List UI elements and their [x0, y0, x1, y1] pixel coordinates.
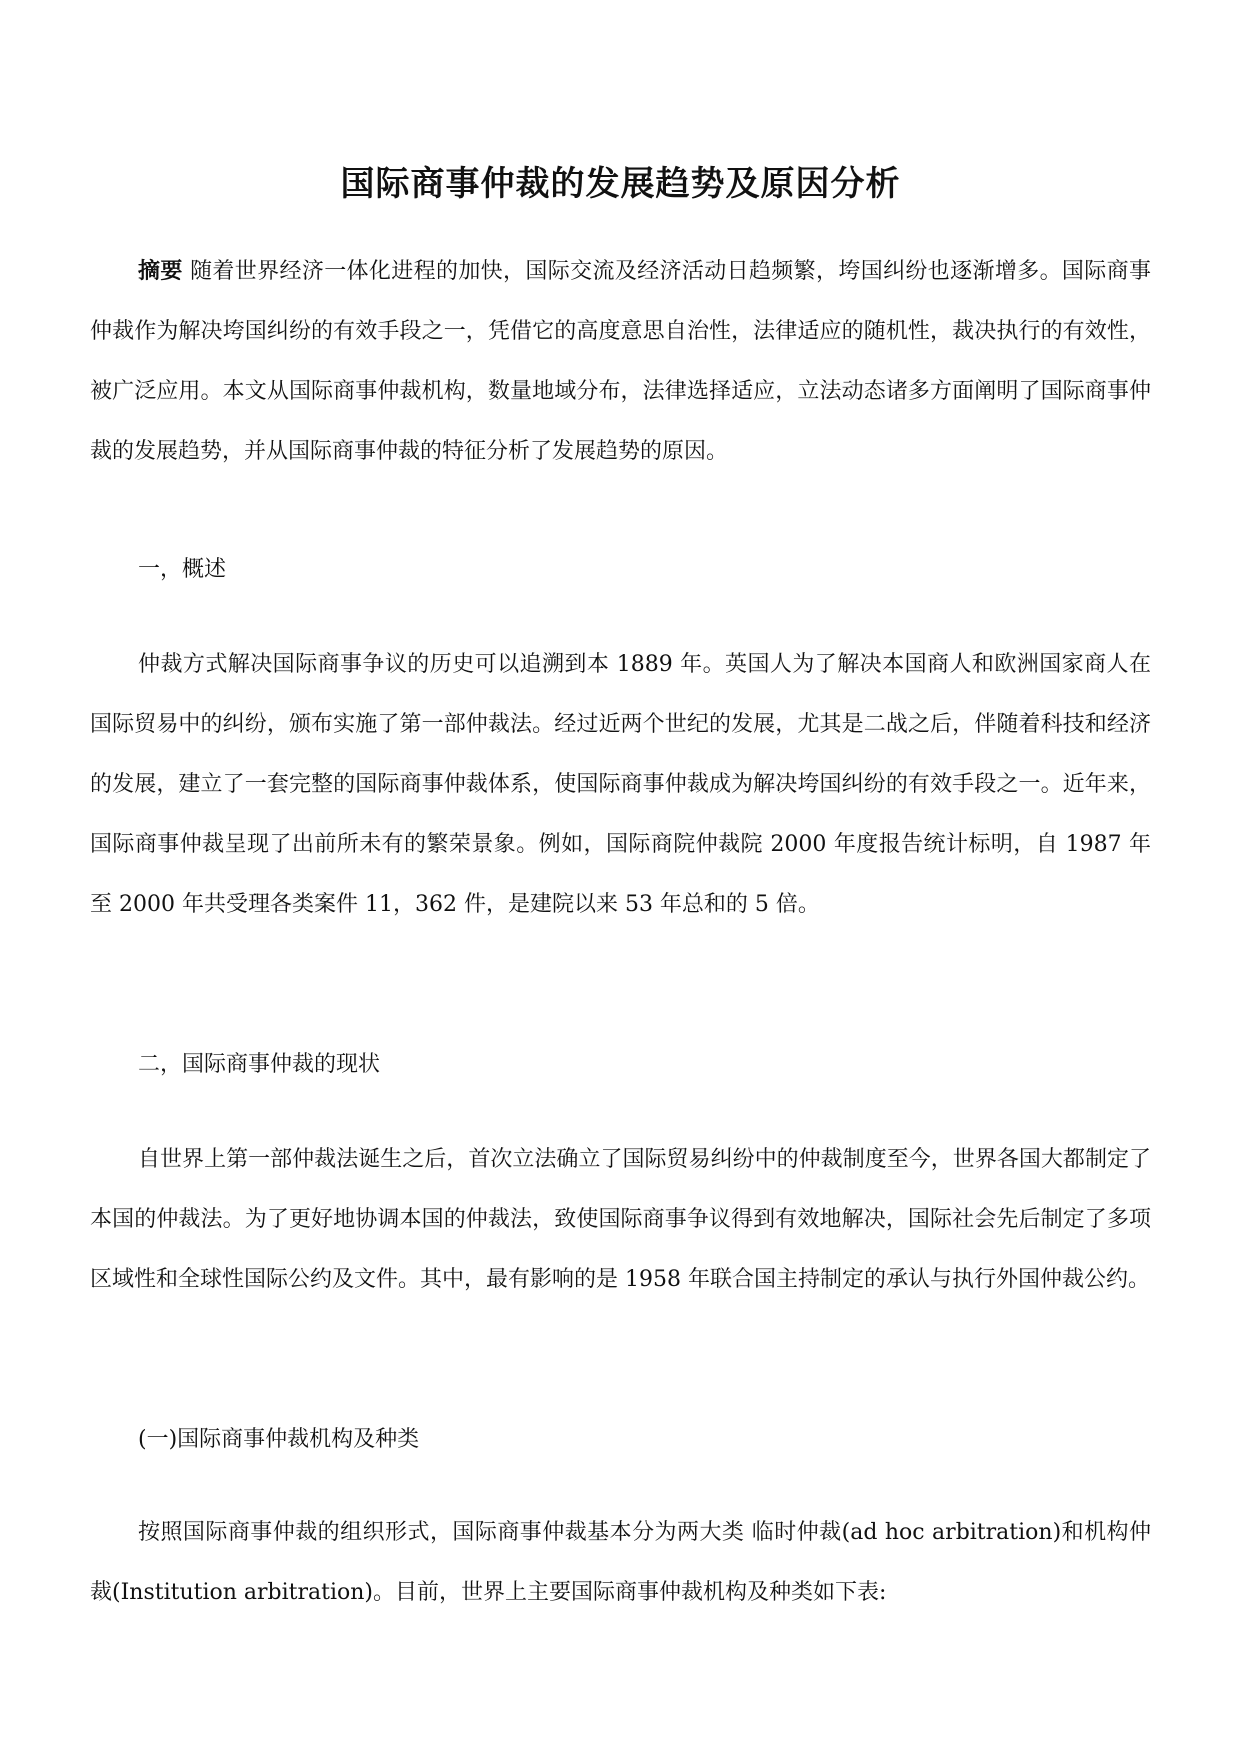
abstract-label: 摘要: [138, 258, 183, 284]
document-title: 国际商事仲裁的发展趋势及原因分析: [340, 164, 901, 204]
section-heading-overview: 一，概述: [138, 557, 227, 582]
section-paragraph-overview: 仲裁方式解决国际商事争议的历史可以追溯到本 1889 年。英国人为了解决本国商人和欧洲国家商人在国际贸易中的纠纷，颁布实施了第一部仲裁法。经过近两个世纪的发展，尤其是二战之后，伴随着科技和经济的发展，建立了一套完整的国际商事仲裁体系，使国际商事仲裁成为解决垮国纠纷的有效手段之一。近年来，国际商事仲裁呈现了出前所未有的繁荣景象。例如，国际商院仲裁院 2000 年度报告统计标明，自 1987 年至 2000 年共受理各类案件 11，362 件，是建院以来 53 年总和的 5 倍。: [90, 652, 1151, 917]
section-heading-institutions: (一)国际商事仲裁机构及种类: [138, 1427, 420, 1452]
abstract-paragraph: [90, 241, 1151, 482]
section-paragraph-status: 自世界上第一部仲裁法诞生之后，首次立法确立了国际贸易纠纷中的仲裁制度至今，世界各国大都制定了本国的仲裁法。为了更好地协调本国的仲裁法，致使国际商事争议得到有效地解决，国际社会先后制定了多项区域性和全球性国际公约及文件。其中，最有影响的是 1958 年联合国主持制定的承认与执行外国仲裁公约。: [90, 1147, 1151, 1292]
abstract-text: 随着世界经济一体化进程的加快，国际交流及经济活动日趋频繁，垮国纠纷也逐渐增多。国际商事仲裁作为解决垮国纠纷的有效手段之一，凭借它的高度意思自治性，法律适应的随机性，裁决执行的有效性，被广泛应用。本文从国际商事仲裁机构，数量地域分布，法律选择适应，立法动态诸多方面阐明了国际商事仲裁的发展趋势，并从国际商事仲裁的特征分析了发展趋势的原因。: [90, 259, 1151, 464]
section-paragraph-institutions: 按照国际商事仲裁的组织形式，国际商事仲裁基本分为两大类 临时仲裁(ad hoc arbitration)和机构仲裁(Institution arbitration)。目前，世界上主要国际商事仲裁机构及种类如下表:: [90, 1520, 1151, 1605]
section-heading-status: 二，国际商事仲裁的现状: [138, 1052, 381, 1077]
